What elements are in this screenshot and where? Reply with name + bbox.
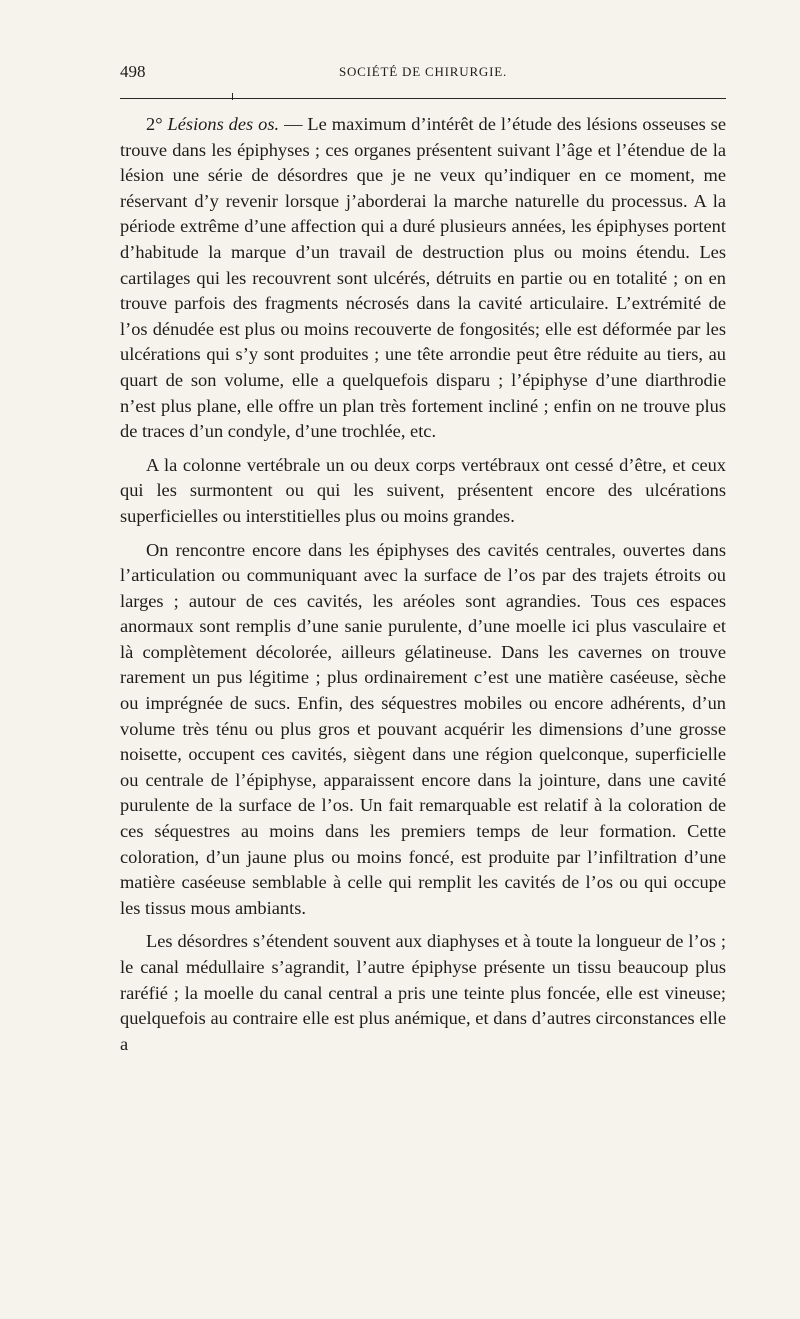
body-text bbox=[120, 112, 726, 1065]
page-number: 498 bbox=[120, 62, 146, 81]
header-rule bbox=[120, 98, 726, 99]
header-rule-mark bbox=[232, 93, 233, 100]
paragraph-colonne-vertebrale: A la colonne vertébrale un ou deux corps vertébraux ont cessé d’être, et ceux qui les surmontent ou qui les suivent, présentent encore des ulcérations superficielles ou interstitielles plus ou moins grandes. bbox=[120, 454, 726, 526]
paragraph-lesions-des-os bbox=[120, 112, 726, 445]
paragraph-1-text: — Le maximum d’intérêt de l’étude des lésions osseuses se trouve dans les épiphyses ; ces organes présentent suivant l’âge et l’étendue de la lésion une série de désordres que je ne veux qu’indiquer en ce moment, me réservant d’y revenir lorsque j’aborderai la marche naturelle du processus. A la période extrême d’une affection qui a duré plusieurs années, les épiphyses portent d’habitude la marque d’un travail de destruction plus ou moins étendu. Les cartilages qui les recouvrent sont ulcérés, détruits en partie ou en totalité ; on en trouve parfois des fragments nécrosés dans la cavité articulaire. L’extrémité de l’os dénudée est plus ou moins recouverte de fongosités; elle est déformée par les ulcérations qui s’y sont produites ; une tête arrondie peut être réduite au tiers, au quart de son volume, elle a quelquefois disparu ; l’épiphyse d’une diarthrodie n’est plus plane, elle offre un plan très fortement incliné ; enfin on ne trouve plus de traces d’un condyle, d’une trochlée, etc. bbox=[120, 114, 726, 442]
section-number: 2° bbox=[146, 114, 168, 134]
page-header bbox=[120, 62, 726, 86]
paragraph-desordres-diaphyses: Les désordres s’étendent souvent aux diaphyses et à toute la longueur de l’os ; le canal médullaire s’agrandit, l’autre épiphyse présente un tissu beaucoup plus raréfié ; la moelle du canal central a pris une teinte plus foncée, elle est vineuse; quelquefois au contraire elle est plus anémique, et dans d’autres circonstances elle a bbox=[120, 931, 726, 1054]
running-head: SOCIÉTÉ DE CHIRURGIE. bbox=[338, 64, 508, 79]
section-heading: Lésions des os. bbox=[167, 114, 280, 134]
paragraph-cavites-centrales: On rencontre encore dans les épiphyses des cavités centrales, ouvertes dans l’articulation ou communiquant avec la surface de l’os par des trajets étroits ou larges ; autour de ces cavités, les aréoles sont agrandies. Tous ces espaces anormaux sont remplis d’une sanie purulente, d’une moelle ici plus vasculaire et là complètement décolorée, ailleurs gélatineuse. Dans les cavernes on trouve rarement un pus légitime ; plus ordinairement c’est une matière caséeuse, sèche ou imprégnée de sucs. Enfin, des séquestres mobiles ou encore adhérents, d’un volume très ténu ou plus gros et pouvant acquérir les dimensions d’une grosse noisette, occupent ces cavités, siègent dans une région quelconque, superficielle ou centrale de l’épiphyse, apparaissent encore dans la jointure, dans une cavité purulente de la surface de l’os. Un fait remarquable est relatif à la coloration de ces séquestres au moins dans les premiers temps de leur formation. Cette coloration, d’un jaune plus ou moins foncé, est produite par l’infiltration d’une matière caséeuse semblable à celle qui remplit les cavités de l’os ou qui occupe les tissus mous ambiants. bbox=[120, 539, 726, 918]
